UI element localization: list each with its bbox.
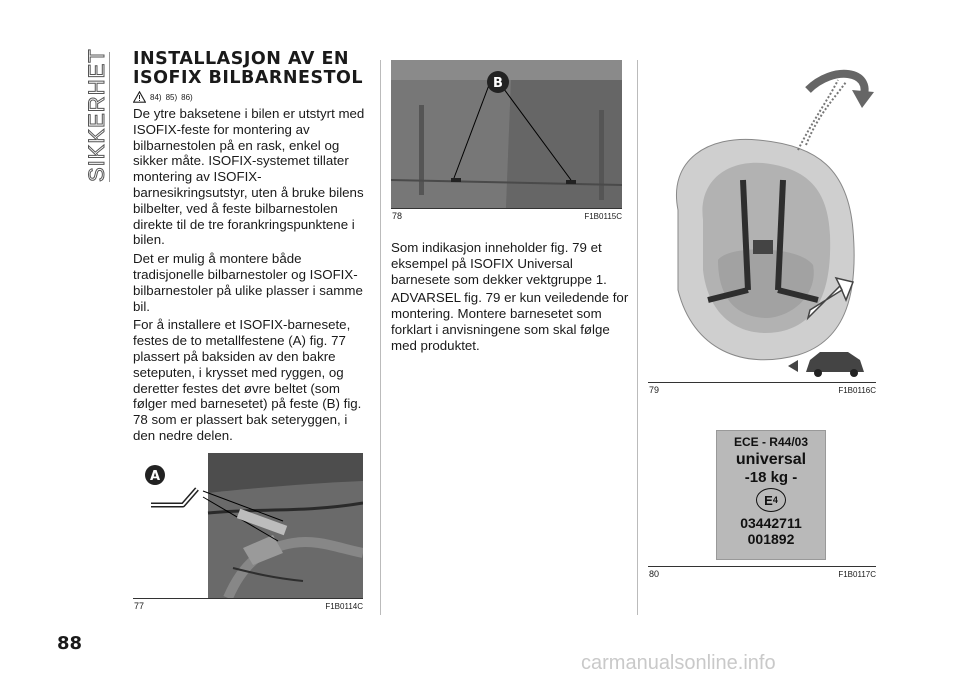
ece-category: universal — [735, 451, 807, 468]
column-1-text — [133, 106, 373, 447]
warning-references — [133, 90, 193, 104]
warning-ref-86[interactable]: 86) — [181, 92, 193, 102]
watermark: carmanualsonline.info — [581, 652, 776, 674]
paragraph: ADVARSEL fig. 79 er kun veiledende for montering. Montere barnesetet som forklart i anvisningene som skal følge med produktet. — [391, 290, 629, 353]
warning-triangle-icon — [133, 91, 146, 103]
column-2-text — [391, 240, 631, 357]
ece-serial-number: 001892 — [747, 531, 795, 547]
figure-number: 80 — [649, 569, 660, 579]
figure-number: 77 — [134, 601, 145, 611]
column-divider — [637, 60, 638, 615]
figure-78-image — [391, 60, 622, 208]
figure-78-label-b: B — [493, 76, 503, 91]
paragraph: Som indikasjon inneholder fig. 79 et eksempel på ISOFIX Universal barnesete som dekker vektgruppe 1. — [391, 240, 607, 287]
figure-80-frame — [648, 418, 876, 566]
figure-code: F1B0117C — [838, 570, 876, 579]
ece-approval-number: 03442711 — [740, 515, 802, 531]
warning-ref-85[interactable]: 85) — [165, 92, 178, 102]
figure-79 — [648, 60, 876, 395]
paragraph: De ytre baksetene i bilen er utstyrt med ISOFIX-feste for montering av bilbarnestolen på en rask, enkel og sikker måte. ISOFIX-systemet tillater montering av ISOFIX-barnesikringsutstyr, uten å bruke bilens bilbelter, ved å feste bilbarnestolen direkte til de tre forankringspunktene i bilen. — [133, 106, 365, 248]
figure-77 — [133, 453, 363, 611]
figure-77-label-a: A — [149, 469, 161, 484]
section-side-tab — [84, 48, 109, 182]
figure-number: 79 — [649, 385, 660, 395]
heading-line-2: ISOFIX BILBARNESTOL — [133, 68, 364, 88]
e-mark-icon: E 4 — [756, 488, 786, 512]
ece-weight: -18 kg - — [744, 469, 798, 486]
figure-80-caption — [648, 566, 876, 579]
figure-78-caption — [391, 208, 622, 221]
figure-code: F1B0115C — [584, 212, 622, 221]
column-divider — [380, 60, 381, 615]
figure-77-image — [133, 453, 363, 598]
warning-ref-84[interactable]: 84) — [150, 92, 162, 102]
figure-80 — [648, 418, 876, 579]
section-side-tab-label: SIKKERHET — [84, 48, 109, 182]
figure-code: F1B0114C — [325, 602, 363, 611]
figure-number: 78 — [392, 211, 403, 221]
paragraph: For å installere et ISOFIX-barnesete, festes de to metallfestene (A) fig. 77 plassert på baksiden av den bakre seteputen, i krysset med ryggen, og deretter festes det øvre beltet (som følger med barnesetet) på feste (B) fig. 78 som er plassert bak seteryggen, i den nedre delen. — [133, 317, 362, 443]
figure-79-image — [648, 60, 876, 382]
figure-code: F1B0116C — [838, 386, 876, 395]
ece-approval-label — [716, 430, 826, 560]
page-number: 88 — [57, 633, 83, 654]
figure-77-caption — [133, 598, 363, 611]
heading-line-1: INSTALLASJON AV EN — [133, 49, 350, 69]
figure-79-caption — [648, 382, 876, 395]
figure-78 — [391, 60, 622, 221]
paragraph: Det er mulig å montere både tradisjonelle bilbarnestoler og ISOFIX-bilbarnestoler på ulike plasser i samme bil. — [133, 251, 363, 314]
side-tab-rule — [109, 52, 110, 182]
ece-regulation: ECE - R44/03 — [733, 435, 809, 449]
section-heading — [133, 50, 373, 88]
